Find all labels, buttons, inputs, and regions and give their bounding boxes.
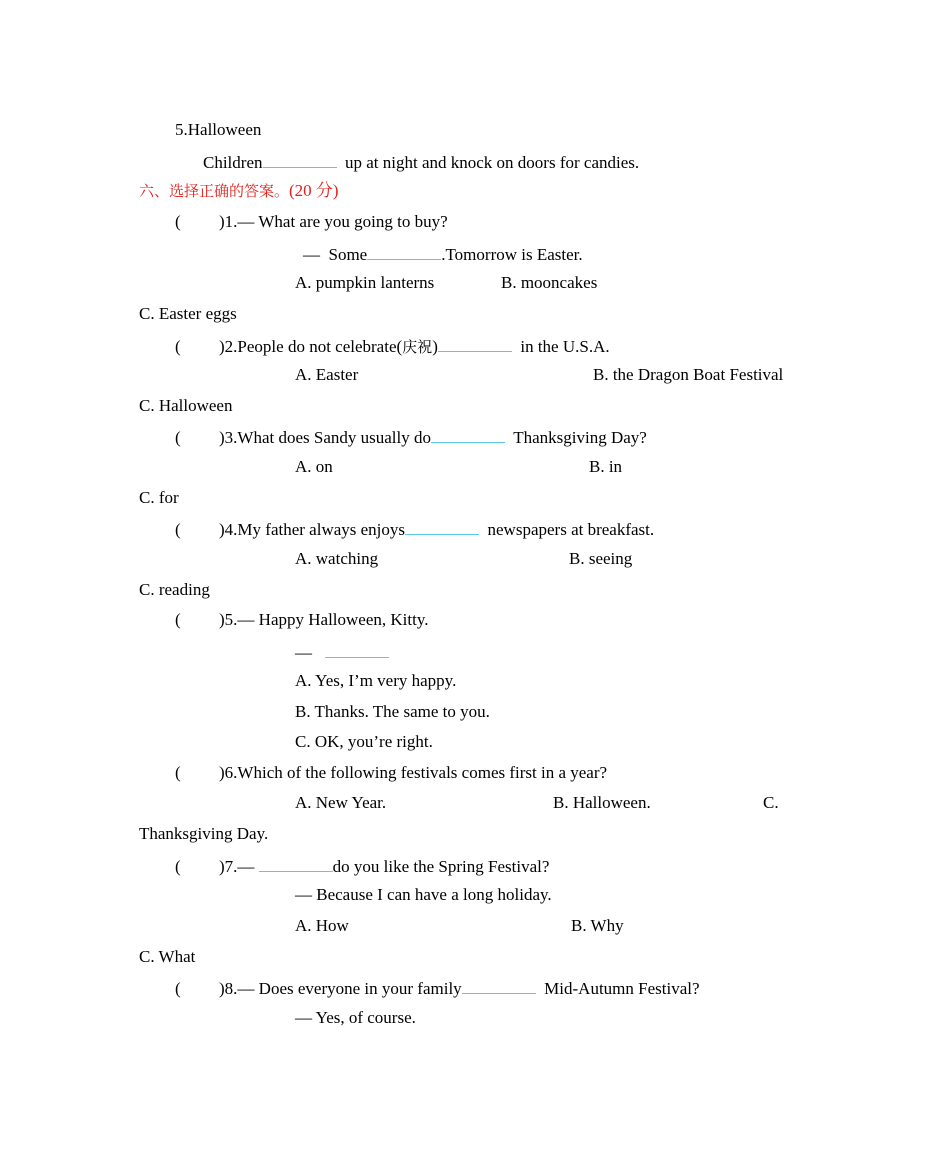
q5-option-c: C. OK, you’re right.	[295, 732, 433, 751]
q6-option-c-text: Thanksgiving Day.	[139, 824, 269, 843]
item5-post: up at night and knock on doors for candies.	[345, 153, 640, 172]
q5-option-b: B. Thanks. The same to you.	[295, 702, 490, 721]
q1-stem: 1.— What are you going to buy?	[224, 212, 448, 231]
q7-stem-line: ( )7.— do you like the Spring Festival?	[175, 857, 550, 876]
q1-answer-line: — Some .Tomorrow is Easter.	[303, 245, 583, 264]
q1-option-b: B. mooncakes	[501, 273, 598, 292]
q3-blank[interactable]	[431, 426, 505, 443]
section-heading-score: (20 分)	[289, 181, 339, 200]
q6-option-a: A. New Year.	[295, 793, 387, 812]
section-heading-cn: 六、选择正确的答案。	[139, 182, 290, 200]
q6-option-b: B. Halloween.	[553, 793, 651, 812]
item5-pre: Children	[203, 153, 263, 172]
q4-blank[interactable]	[405, 518, 479, 535]
q8-blank[interactable]	[462, 977, 536, 994]
q2-stem-line: ( )2.People do not celebrate(庆祝) in the U.S.A.	[175, 337, 610, 356]
section-heading	[139, 181, 339, 201]
q1-blank[interactable]	[367, 243, 441, 260]
q7-option-b: B. Why	[571, 916, 624, 935]
q2-option-b: B. the Dragon Boat Festival	[593, 365, 784, 384]
q7-option-a: A. How	[295, 916, 349, 935]
q6-stem-line: ( )6.Which of the following festivals comes first in a year?	[175, 763, 608, 782]
q1-option-c: C. Easter eggs	[139, 304, 237, 323]
q7-option-c: C. What	[139, 947, 196, 966]
q5-blank[interactable]	[325, 641, 389, 658]
q8-stem-line: ( )8.— Does everyone in your family Mid-Autumn Festival?	[175, 979, 700, 998]
q1-option-a: A. pumpkin lanterns	[295, 273, 435, 292]
q2-option-a: A. Easter	[295, 365, 359, 384]
q4-stem-line: ( )4.My father always enjoys newspapers at breakfast.	[175, 520, 655, 539]
q7-answer-paren[interactable]: (	[175, 857, 181, 876]
q5-stem-line: ( )5.— Happy Halloween, Kitty.	[175, 610, 429, 629]
item5-title: 5.Halloween	[175, 120, 262, 139]
item5-blank[interactable]	[263, 151, 337, 168]
q5-option-a: A. Yes, I’m very happy.	[295, 671, 457, 690]
q6-answer-paren[interactable]: (	[175, 763, 181, 782]
q1-stem-line: ( )1.— What are you going to buy?	[175, 212, 448, 231]
q3-option-b: B. in	[589, 457, 623, 476]
q2-option-c: C. Halloween	[139, 396, 233, 415]
q8-answer-line: — Yes, of course.	[295, 1008, 416, 1027]
q3-option-a: A. on	[295, 457, 333, 476]
q1-answer-paren[interactable]: (	[175, 212, 181, 231]
q2-blank[interactable]	[438, 335, 512, 352]
q7-blank[interactable]	[259, 855, 333, 872]
q4-option-b: B. seeing	[569, 549, 633, 568]
q5-answer-paren[interactable]: (	[175, 610, 181, 629]
q4-option-c: C. reading	[139, 580, 210, 599]
q7-answer-line: — Because I can have a long holiday.	[295, 885, 552, 904]
q3-option-c: C. for	[139, 488, 179, 507]
q4-option-a: A. watching	[295, 549, 379, 568]
item5-sentence	[203, 151, 639, 173]
q6-option-c-label: C.	[763, 793, 779, 812]
q5-answer-line: —	[295, 641, 389, 663]
q2-answer-paren[interactable]: (	[175, 337, 181, 356]
q3-stem-line: ( )3.What does Sandy usually do Thanksgiving Day?	[175, 428, 647, 447]
q8-answer-paren[interactable]: (	[175, 979, 181, 998]
q3-answer-paren[interactable]: (	[175, 428, 181, 447]
q4-answer-paren[interactable]: (	[175, 520, 181, 539]
